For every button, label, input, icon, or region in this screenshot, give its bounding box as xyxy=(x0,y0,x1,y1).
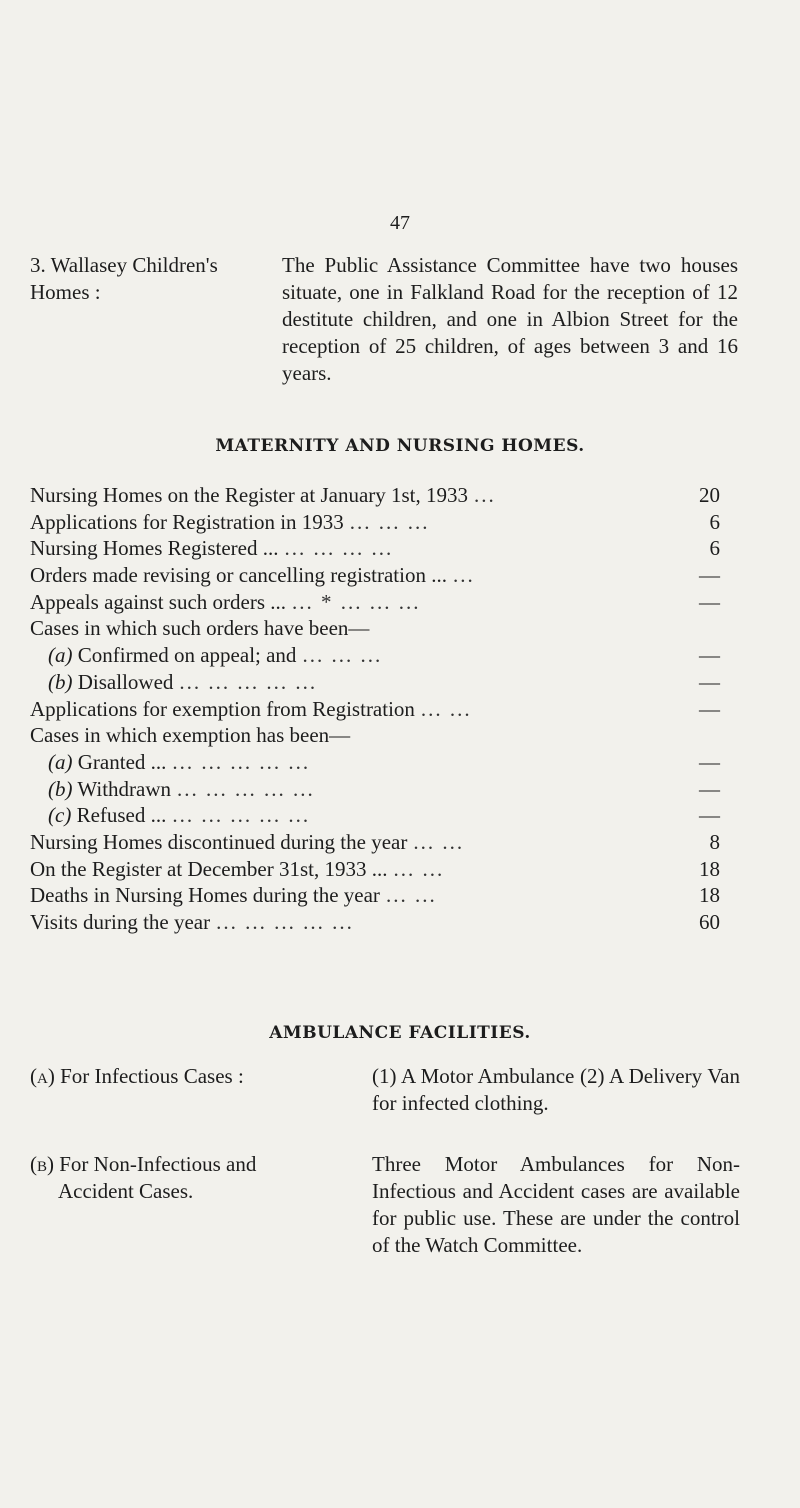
leader-dots: ... * ... ... ... xyxy=(292,589,421,614)
register-label-text: Nursing Homes on the Register at January 1st, 1933 xyxy=(30,483,469,507)
register-label xyxy=(30,669,173,696)
register-value: — xyxy=(699,776,720,801)
label-text-line2: Accident Cases. xyxy=(58,1179,194,1203)
register-row xyxy=(30,909,720,936)
leader-dots: ... ... ... ... ... xyxy=(177,776,315,801)
register-value: 8 xyxy=(709,829,720,854)
register-label-text: Cases in which exemption has been— xyxy=(30,723,351,748)
register-table xyxy=(30,482,720,936)
register-label xyxy=(30,802,166,829)
register-row xyxy=(30,882,720,909)
leader-dots: ... ... ... xyxy=(349,509,430,534)
register-label-text: Granted ... xyxy=(77,749,167,774)
register-label xyxy=(30,856,388,883)
register-label-text: Confirmed on appeal; and xyxy=(77,643,297,668)
register-sub-index: (b) xyxy=(48,669,73,694)
register-row xyxy=(30,856,720,883)
register-label xyxy=(30,829,407,856)
page-number: 47 xyxy=(390,212,410,234)
ambulance-label-infectious xyxy=(30,1063,360,1090)
register-label-text: Refused ... xyxy=(76,803,167,828)
register-row xyxy=(30,829,720,856)
register-row xyxy=(30,696,720,723)
ambulance-row-infectious xyxy=(30,1063,740,1123)
item-prefix-b: (b) xyxy=(30,1152,54,1176)
register-row xyxy=(30,482,720,509)
register-label xyxy=(30,722,350,749)
register-sub-index: (c) xyxy=(48,803,72,828)
leader-dots: ... ... ... ... xyxy=(284,536,394,561)
register-value: — xyxy=(699,696,720,721)
label-text: For Non-Infectious and xyxy=(54,1152,257,1176)
register-label xyxy=(30,562,447,589)
register-row xyxy=(30,802,720,829)
register-row xyxy=(30,509,720,536)
leader-dots: ... ... ... ... ... xyxy=(172,803,311,828)
register-value: 18 xyxy=(699,856,720,881)
register-label xyxy=(30,535,278,562)
register-label xyxy=(30,589,286,616)
register-value: 6 xyxy=(709,509,720,534)
register-label-text: Cases in which such orders have been— xyxy=(30,616,370,641)
register-label xyxy=(30,642,296,669)
register-row xyxy=(30,589,720,616)
register-value: — xyxy=(699,563,720,588)
register-label xyxy=(30,615,369,642)
register-label xyxy=(30,776,171,803)
register-label xyxy=(30,482,468,509)
register-label xyxy=(30,749,166,776)
leader-dots: ... ... xyxy=(420,696,472,721)
register-value: 6 xyxy=(709,536,720,561)
register-label xyxy=(30,909,210,936)
register-label-text: Nursing Homes Registered ... xyxy=(30,536,279,561)
section-text: The Public Assistance Committee have two houses situate, one in Falkland Road for the reception of 12 destitute children, and one in Albion Street for the reception of 25 children, of ages between 3 and 16 years. xyxy=(282,253,738,385)
leader-dots: ... xyxy=(474,483,496,507)
register-value: 60 xyxy=(699,910,720,934)
register-label xyxy=(30,696,415,723)
ambulance-row-non-infectious xyxy=(30,1151,740,1291)
label-text: For Infectious Cases : xyxy=(54,1064,244,1088)
register-value: — xyxy=(699,669,720,694)
register-row xyxy=(30,749,720,776)
register-sub-index: (b) xyxy=(48,776,73,801)
ambulance-label-non-infectious xyxy=(30,1151,360,1205)
leader-dots: ... ... ... ... ... xyxy=(216,910,354,934)
register-row xyxy=(30,562,720,589)
register-label-text: Visits during the year xyxy=(30,910,211,934)
register-row xyxy=(30,615,720,642)
register-label-text: Applications for exemption from Registration xyxy=(30,696,415,721)
register-label-text: On the Register at December 31st, 1933 ... xyxy=(30,856,388,881)
leader-dots: ... ... xyxy=(393,856,445,881)
register-value: — xyxy=(699,589,720,614)
register-label-text: Appeals against such orders ... xyxy=(30,589,287,614)
ambulance-text-infectious: (1) A Motor Ambulance (2) A Delivery Van for infected clothing. xyxy=(372,1064,740,1115)
register-sub-index: (a) xyxy=(48,749,73,774)
register-value: 20 xyxy=(699,483,720,507)
register-value: — xyxy=(699,749,720,774)
register-row xyxy=(30,642,720,669)
leader-dots: ... ... ... ... ... xyxy=(179,669,318,694)
maternity-heading: MATERNITY AND NURSING HOMES. xyxy=(215,436,585,456)
leader-dots: ... ... xyxy=(413,829,465,854)
register-sub-index: (a) xyxy=(48,643,73,668)
register-value: — xyxy=(699,643,720,668)
ambulance-text-non-infectious: Three Motor Ambulances for Non-Infectious and Accident cases are available for public use. These are under the control of the Watch Committee. xyxy=(372,1152,740,1257)
register-value: — xyxy=(699,803,720,828)
register-row xyxy=(30,722,720,749)
register-label-text: Nursing Homes discontinued during the year xyxy=(30,829,408,854)
register-label xyxy=(30,509,344,536)
register-label-text: Withdrawn xyxy=(77,776,172,801)
register-label-text: Deaths in Nursing Homes during the year xyxy=(30,883,380,908)
register-row xyxy=(30,776,720,803)
leader-dots: ... xyxy=(452,563,475,588)
leader-dots: ... ... ... xyxy=(302,643,383,668)
item-prefix-a: (a) xyxy=(30,1064,55,1088)
register-label-text: Orders made revising or cancelling registration ... xyxy=(30,563,447,588)
register-label xyxy=(30,882,380,909)
register-label-text: Applications for Registration in 1933 xyxy=(30,509,344,534)
register-label-text: Disallowed xyxy=(77,669,174,694)
leader-dots: ... ... xyxy=(385,883,437,908)
register-value: 18 xyxy=(699,883,720,908)
ambulance-heading: AMBULANCE FACILITIES. xyxy=(269,1023,531,1043)
section-children-homes xyxy=(30,252,750,392)
register-row xyxy=(30,535,720,562)
section-label: 3. Wallasey Children's Homes : xyxy=(30,253,218,304)
register-row xyxy=(30,669,720,696)
leader-dots: ... ... ... ... ... xyxy=(172,749,311,774)
